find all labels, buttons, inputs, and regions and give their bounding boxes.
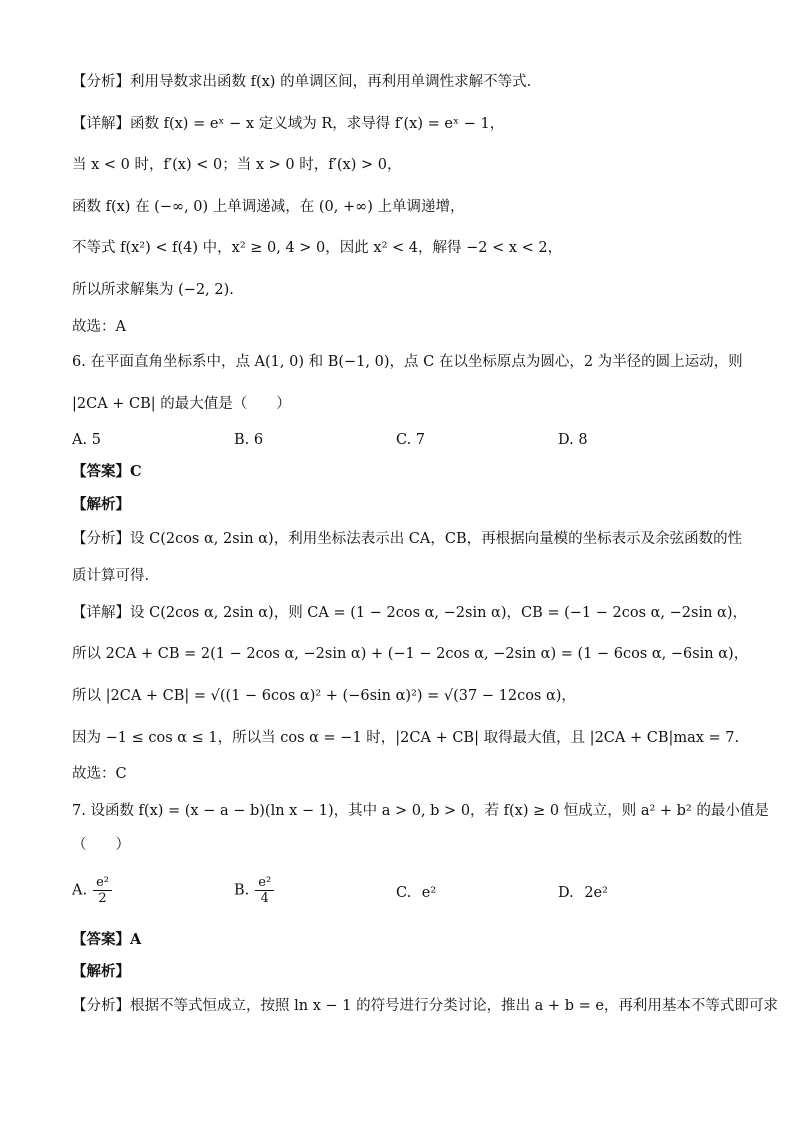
q7-answer: 【答案】A bbox=[72, 931, 142, 948]
q6-option-a: A. 5 bbox=[72, 432, 101, 448]
q5-detail-4: 不等式 f(x²) < f(4) 中，x² ≥ 0, 4 > 0，因此 x² < 4，解得 −2 < x < 2， bbox=[72, 240, 563, 256]
q7-option-d-label: D. bbox=[558, 885, 574, 901]
q7-option-a-label: A. bbox=[72, 882, 88, 899]
q7-option-a-fraction bbox=[93, 875, 112, 906]
q6-detail-1: 【详解】设 C(2cos α, 2sin α)，则 CA = (1 − 2cos α, −2sin α)，CB = (−1 − 2cos α, −2sin α)， bbox=[72, 605, 747, 621]
q7-option-c bbox=[396, 883, 436, 903]
q5-detail-3: 函数 f(x) 在 (−∞, 0) 上单调递减，在 (0, +∞) 上单调递增， bbox=[72, 199, 465, 215]
q6-choice: 故选：C bbox=[72, 766, 127, 782]
q5-choice: 故选：A bbox=[72, 319, 126, 335]
q7-option-d bbox=[558, 883, 608, 903]
q7-option-d-value: 2e² bbox=[584, 885, 608, 901]
q7-option-a-denominator: 2 bbox=[98, 891, 107, 906]
q6-detail-4: 因为 −1 ≤ cos α ≤ 1，所以当 cos α = −1 时，|2CA + CB| 取得最大值，且 |2CA + CB|max = 7. bbox=[72, 730, 740, 746]
q6-stem-1: 6. 在平面直角坐标系中，点 A(1, 0) 和 B(−1, 0)，点 C 在以坐标原点为圆心，2 为半径的圆上运动，则 bbox=[72, 354, 743, 370]
q7-option-b bbox=[234, 875, 274, 906]
q7-option-b-numerator: e² bbox=[255, 875, 274, 891]
q7-option-c-value: e² bbox=[421, 885, 437, 901]
q7-option-a-numerator: e² bbox=[93, 875, 112, 891]
q6-analysis-1: 【分析】设 C(2cos α, 2sin α)，利用坐标法表示出 CA，CB，再根据向量模的坐标表示及余弦函数的性 bbox=[72, 531, 743, 547]
q6-option-d: D. 8 bbox=[558, 432, 588, 448]
q7-option-b-fraction bbox=[255, 875, 274, 906]
q7-jiexi: 【解析】 bbox=[72, 963, 130, 980]
q5-detail-5: 所以所求解集为 (−2, 2). bbox=[72, 282, 234, 298]
q6-detail-3: 所以 |2CA + CB| = √((1 − 6cos α)² + (−6sin α)²) = √(37 − 12cos α)， bbox=[72, 688, 576, 704]
q5-detail-2: 当 x < 0 时，f′(x) < 0；当 x > 0 时，f′(x) > 0， bbox=[72, 157, 402, 173]
q7-analysis-1: 【分析】根据不等式恒成立，按照 ln x − 1 的符号进行分类讨论，推出 a + b = e，再利用基本不等式即可求 bbox=[72, 998, 778, 1014]
q7-stem-1: 7. 设函数 f(x) = (x − a − b)(ln x − 1)，其中 a > 0, b > 0，若 f(x) ≥ 0 恒成立，则 a² + b² 的最小值是 bbox=[72, 803, 769, 819]
q6-stem-2: |2CA + CB| 的最大值是（ ） bbox=[72, 396, 291, 412]
q7-option-b-label: B. bbox=[234, 882, 250, 899]
q7-stem-2: （ ） bbox=[72, 837, 130, 853]
q7-option-a bbox=[72, 875, 112, 906]
q6-option-b: B. 6 bbox=[234, 432, 264, 448]
q6-analysis-2: 质计算可得. bbox=[72, 568, 150, 584]
q6-answer: 【答案】C bbox=[72, 463, 142, 480]
q5-detail-1: 【详解】函数 f(x) = eˣ − x 定义域为 R，求导得 f′(x) = eˣ − 1， bbox=[72, 116, 505, 132]
q5-analysis: 【分析】利用导数求出函数 f(x) 的单调区间，再利用单调性求解不等式. bbox=[72, 74, 532, 90]
q6-jiexi: 【解析】 bbox=[72, 496, 130, 513]
q7-option-b-denominator: 4 bbox=[260, 891, 269, 906]
q7-option-c-label: C. bbox=[396, 885, 412, 901]
q6-option-c: C. 7 bbox=[396, 432, 426, 448]
q6-detail-2: 所以 2CA + CB = 2(1 − 2cos α, −2sin α) + (−1 − 2cos α, −2sin α) = (1 − 6cos α, −6sin α)， bbox=[72, 646, 749, 662]
